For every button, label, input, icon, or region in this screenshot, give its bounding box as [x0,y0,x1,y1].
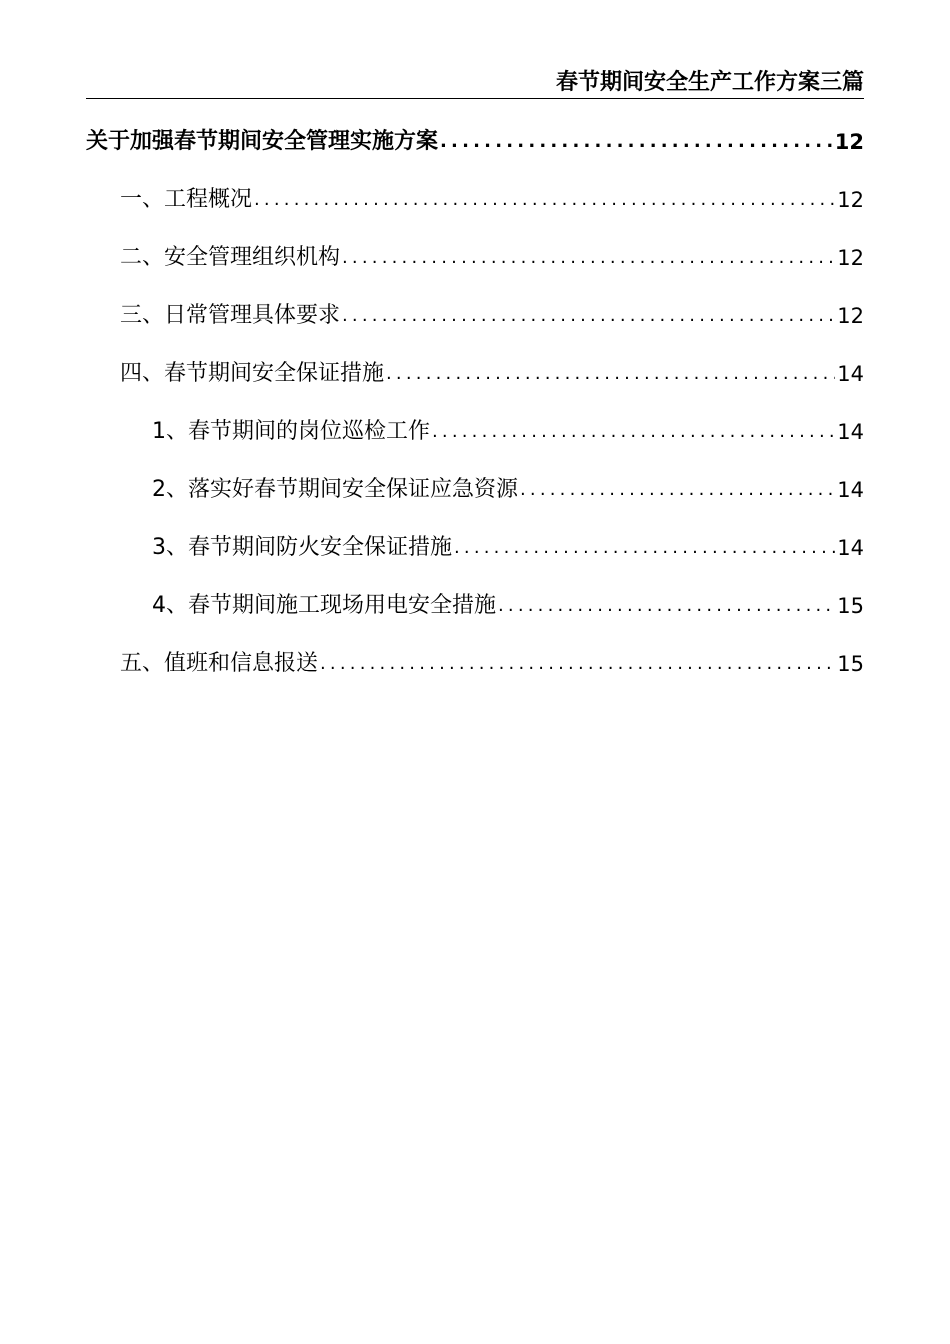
toc-dot-leader [520,470,835,510]
toc-dot-leader [342,296,835,336]
toc-page-number: 12 [834,130,864,154]
toc-entry-text: 三、日常管理具体要求 [120,303,341,328]
toc-entry-text: 一、工程概况 [120,187,253,212]
toc-dot-leader [454,528,835,568]
toc-entry-subsection-4-4[interactable] [86,586,864,626]
toc-entry-subsection-4-2[interactable] [86,470,864,510]
toc-entry-text: 二、安全管理组织机构 [120,245,341,270]
toc-dot-leader [432,412,835,452]
toc-entry-text: 4、春节期间施工现场用电安全措施 [152,593,496,618]
toc-entry-section-3[interactable] [86,296,864,336]
toc-page-number: 12 [837,304,864,328]
toc-dot-leader [386,354,835,394]
toc-page-number: 15 [837,652,864,676]
toc-entry-text: 3、春节期间防火安全保证措施 [152,535,452,560]
toc-entry-text: 1、春节期间的岗位巡检工作 [152,419,430,444]
toc-entry-subsection-4-3[interactable] [86,528,864,568]
toc-entry-subsection-4-1[interactable] [86,412,864,452]
toc-entry-section-5[interactable] [86,644,864,684]
toc-dot-leader [342,238,835,278]
toc-page-number: 14 [837,478,864,502]
toc-entry-text: 关于加强春节期间安全管理实施方案 [86,129,439,154]
toc-dot-leader [498,586,835,626]
toc-entry-text: 2、落实好春节期间安全保证应急资源 [152,477,518,502]
document-title: 春节期间安全生产工作方案三篇 [555,70,864,95]
toc-entry-text: 五、值班和信息报送 [120,651,319,676]
running-header [86,70,864,99]
toc-dot-leader [254,180,835,220]
toc-page-number: 12 [837,188,864,212]
toc-page-number: 14 [837,536,864,560]
toc-page-number: 12 [837,246,864,270]
toc-entry-section-2[interactable] [86,238,864,278]
toc-entry-main-title[interactable] [86,122,864,162]
toc-page-number: 14 [837,420,864,444]
toc-entry-section-4[interactable] [86,354,864,394]
toc-entry-text: 四、春节期间安全保证措施 [120,361,385,386]
toc-dot-leader [320,644,835,684]
toc-dot-leader [440,122,833,162]
toc-page-number: 15 [837,594,864,618]
toc-entry-section-1[interactable] [86,180,864,220]
toc-page-number: 14 [837,362,864,386]
